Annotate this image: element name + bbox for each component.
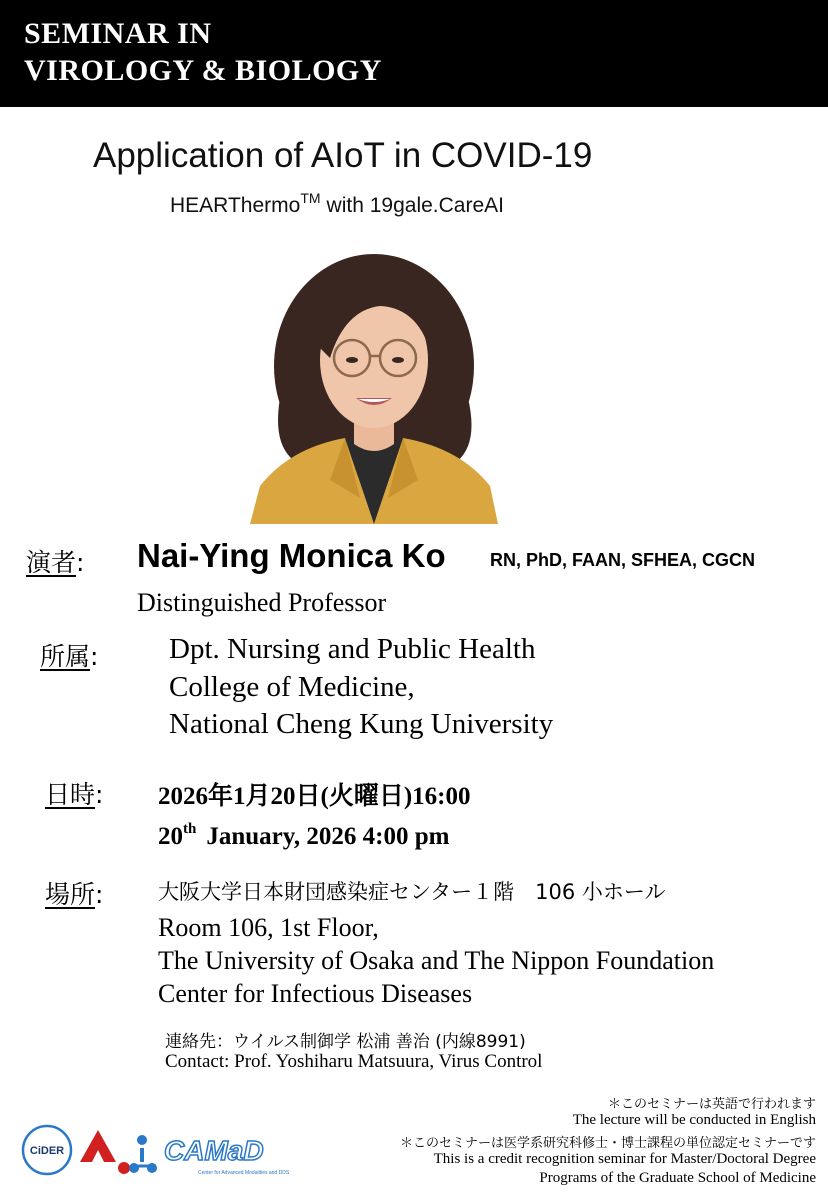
svg-text:Center for Advanced Modalities: Center for Advanced Modalities and DDS bbox=[198, 1170, 290, 1176]
svg-text:CAMaD: CAMaD bbox=[164, 1135, 264, 1166]
credit-note-en-line1: This is a credit recognition seminar for Master/Doctoral Degree bbox=[433, 1151, 816, 1167]
contact-en: Contact: Prof. Yoshiharu Matsuura, Virus Control bbox=[165, 1051, 543, 1072]
venue-line: Center for Infectious Diseases bbox=[158, 979, 473, 1008]
venue-label: 場所: bbox=[45, 880, 104, 909]
talk-subtitle-rest: with 19gale.CareAI bbox=[326, 194, 504, 217]
affiliation-line: National Cheng Kung University bbox=[169, 708, 554, 740]
header-banner bbox=[0, 0, 828, 107]
speaker-photo bbox=[250, 248, 498, 524]
credit-note-en-line2: Programs of the Graduate School of Medicine bbox=[539, 1170, 816, 1186]
datetime-day: 20 bbox=[158, 823, 183, 850]
talk-subtitle-product: HEARThermo bbox=[170, 194, 301, 217]
cider-logo bbox=[23, 1126, 71, 1174]
talk-title: Application of AIoT in COVID-19 bbox=[93, 136, 593, 175]
affiliation-line: College of Medicine, bbox=[169, 671, 415, 703]
header-title-line2: VIROLOGY & BIOLOGY bbox=[24, 54, 382, 87]
red-logo-mark bbox=[80, 1130, 130, 1174]
speaker-label: 演者: bbox=[26, 548, 85, 577]
datetime-label: 日時: bbox=[45, 780, 104, 809]
language-note-en: The lecture will be conducted in English bbox=[572, 1112, 816, 1128]
trademark-mark: TM bbox=[300, 190, 321, 206]
venue-line: Room 106, 1st Floor, bbox=[158, 913, 379, 942]
datetime-jp: 2026年1月20日(火曜日)16:00 bbox=[158, 783, 471, 810]
speaker-credentials: RN, PhD, FAAN, SFHEA, CGCN bbox=[490, 550, 756, 570]
talk-subtitle bbox=[170, 190, 504, 218]
credit-note-jp: ＊このセミナーは医学系研究科修士・博士課程の単位認定セミナーです bbox=[399, 1136, 816, 1151]
datetime-day-suffix: th bbox=[183, 821, 197, 837]
sponsor-logos bbox=[20, 1122, 290, 1180]
speaker-name: Nai-Ying Monica Ko bbox=[137, 537, 446, 574]
datetime-en bbox=[158, 821, 449, 851]
header-title-line1: SEMINAR IN bbox=[24, 17, 212, 50]
language-note-jp: ＊このセミナーは英語で行われます bbox=[607, 1097, 816, 1112]
logo-strip bbox=[20, 1122, 290, 1180]
venue-line: The University of Osaka and The Nippon Foundation bbox=[158, 946, 715, 975]
svg-text:CiDER: CiDER bbox=[29, 1145, 65, 1157]
affiliation-line: Dpt. Nursing and Public Health bbox=[169, 633, 536, 665]
venue-jp: 大阪大学日本財団感染症センター１階 106 小ホール bbox=[158, 880, 666, 904]
contact-jp: 連絡先：ウイルス制御学 松浦 善治 (内線8991) bbox=[165, 1032, 526, 1052]
speaker-title: Distinguished Professor bbox=[137, 588, 387, 617]
camad-logo bbox=[164, 1135, 290, 1176]
affiliation-label: 所属: bbox=[40, 642, 99, 671]
datetime-en-rest: January, 2026 4:00 pm bbox=[206, 823, 450, 850]
molecule-icon bbox=[129, 1135, 157, 1173]
speaker-portrait-illustration bbox=[250, 248, 498, 524]
